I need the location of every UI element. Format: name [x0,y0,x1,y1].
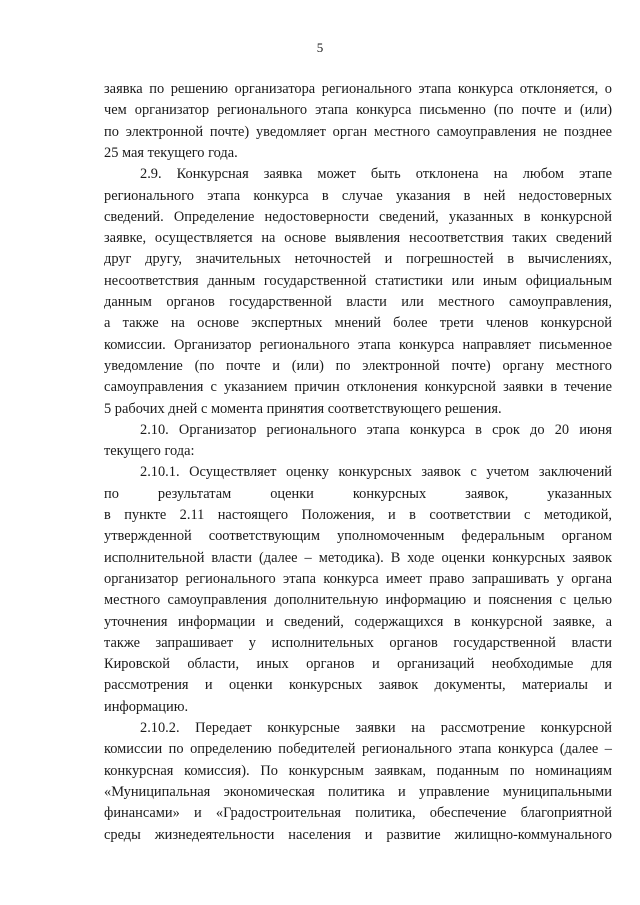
text-line: организатор регионального этапа конкурса имеет право запрашивать у органа [104,570,612,587]
text-line: сведений. Определение недостоверности сведений, указанных в конкурсной [104,208,612,225]
text-line: комиссии. Организатор регионального этапа конкурса направляет письменное [104,336,612,353]
text-line: в пункте 2.11 настоящего Положения, и в соответствии с методикой, [104,507,612,523]
text-line: чем организатор регионального этапа конкурса письменно (по почте и (или) [104,102,612,119]
text-line: заявка по решению организатора регионального этапа конкурса отклоняется, о [104,81,612,97]
text-line: заявке, осуществляется на основе выявления несоответствия таких сведений [104,230,612,247]
text-line: также запрашивает у исполнительных органов государственной власти [104,634,612,651]
text-line: друг другу, значительных неточностей и погрешностей в вычислениях, [104,251,612,268]
text-line: 2.10. Организатор регионального этапа конкурса в срок до 20 июня [140,421,612,438]
text-line: Кировской области, иных органов и организаций необходимые для [104,656,612,673]
text-line: местного самоуправления дополнительную информацию и пояснения с целью [104,592,612,609]
text-line: 2.9. Конкурсная заявка может быть отклонена на любом этапе [140,166,612,183]
page-number: 5 [316,40,324,55]
text-line: исполнительной власти (далее – методика). В ходе оценки конкурсных заявок [104,549,612,566]
text-line: 25 мая текущего года. [104,144,238,161]
text-line: 5 рабочих дней с момента принятия соответствующего решения. [104,400,502,417]
text-line: уточнения информации и сведений, содержащихся в конкурсной заявке, а [104,613,612,630]
text-line: рассмотрения и оценки конкурсных заявок документы, материалы и [104,677,612,694]
text-line: 2.10.2. Передает конкурсные заявки на рассмотрение конкурсной [140,720,612,736]
text-line: уведомление (по почте и (или) по электронной почте) органу местного [104,357,612,374]
text-line: комиссии по определению победителей регионального этапа конкурса (далее – [104,741,612,758]
text-line: по результатам оценки конкурсных заявок, указанных [104,485,612,502]
text-line: несоответствия данным государственной статистики или иным официальным [104,272,612,289]
text-line: среды жизнедеятельности населения и развитие жилищно-коммунального [104,826,612,843]
text-line: 2.10.1. Осуществляет оценку конкурсных заявок с учетом заключений [140,464,612,481]
text-line: «Муниципальная экономическая политика и управление муниципальными [104,783,612,800]
text-line: данным органов государственной власти или местного самоуправления, [104,294,612,310]
text-line: а также на основе экспертных мнений более трети членов конкурсной [104,315,612,332]
text-line: регионального этапа конкурса в случае указания в ней недостоверных [104,187,612,204]
text-line: информацию. [104,698,189,715]
text-line: по электронной почте) уведомляет орган местного самоуправления не позднее [104,123,612,140]
text-line: утвержденной соответствующим уполномоченным федеральным органом [104,528,612,545]
text-line: конкурсная комиссия). По конкурсным заявкам, поданным по номинациям [104,762,612,779]
text-line: текущего года: [104,443,195,460]
text-line: самоуправления с указанием причин отклонения конкурсной заявки в течение [104,379,612,396]
text-line: финансами» и «Градостроительная политика, обеспечение благоприятной [104,805,612,822]
